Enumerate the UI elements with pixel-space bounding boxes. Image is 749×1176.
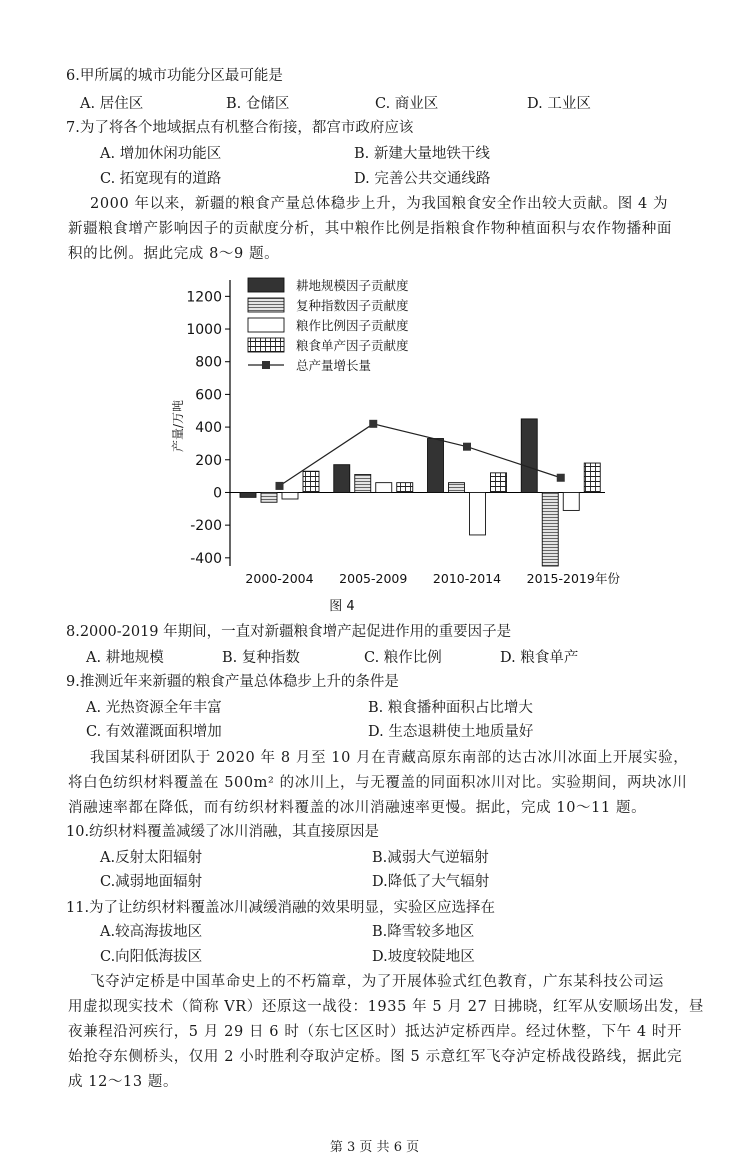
legend-label-3: 粮作比例因子贡献度: [296, 318, 409, 333]
intro-10-11-line1: 我国某科研团队于 2020 年 8 月至 10 月在青藏高原东南部的达古冰川冰面上开展实验，: [90, 750, 689, 766]
intro-10-11-line3: 消融速率都在降低，而有纺织材料覆盖的冰川消融速率更慢。据此，完成 10～11 题。: [68, 800, 647, 816]
y-tick-label: 0: [213, 485, 222, 502]
x-tick-label: 2015-2019: [526, 571, 595, 586]
legend-line-marker: [262, 361, 270, 369]
bar-liangzuo-4: [563, 492, 579, 510]
y-tick-label: 600: [195, 387, 222, 404]
intro-12-13-line2: 用虚拟现实技术（简称 VR）还原这一战役：1935 年 5 月 27 日拂晓，红军从安顺场出发，昼: [68, 999, 705, 1015]
legend-swatch-1: [248, 278, 284, 292]
intro-12-13-line3: 夜兼程沿河疾行，5 月 29 日 6 时（东七区区时）抵达泸定桥西岸。经过休整，下午 4 时开: [68, 1024, 683, 1040]
bar-gengdi-2: [334, 465, 350, 493]
bar-fuzhong-3: [449, 483, 465, 493]
q8-option-a: A. 耕地规模: [86, 650, 164, 666]
intro-8-9-line1: 2000 年以来，新疆的粮食产量总体稳步上升，为我国粮食安全作出较大贡献。图 4 为: [90, 196, 669, 212]
intro-12-13-line1: 飞夺泸定桥是中国革命史上的不朽篇章，为了开展体验式红色教育，广东某科技公司运: [90, 974, 664, 990]
total-output-point-4: [557, 474, 565, 482]
q7-option-d: D. 完善公共交通线路: [354, 171, 491, 187]
bar-gengdi-4: [521, 419, 537, 493]
legend-label-1: 耕地规模因子贡献度: [296, 278, 409, 293]
y-tick-label: -200: [190, 518, 222, 535]
bar-danchan-1: [303, 471, 319, 492]
intro-10-11-line2: 将白色纺织材料覆盖在 500m² 的冰川上，与无覆盖的同面积冰川对比。实验期间，两块冰川: [68, 775, 688, 791]
y-tick-label: 200: [195, 452, 222, 469]
bar-liangzuo-2: [376, 483, 392, 493]
intro-8-9-line2: 新疆粮食增产影响因子的贡献度分析，其中粮作比例是指粮食作物种植面积与农作物播种面: [68, 221, 672, 237]
q6-option-b: B. 仓储区: [226, 96, 290, 112]
x-axis-label: 年份: [595, 571, 621, 586]
q10-option-b: B.减弱大气逆辐射: [372, 850, 489, 866]
x-tick-label: 2010-2014: [432, 571, 502, 586]
x-tick-label: 2000-2004: [245, 571, 314, 586]
legend-label-2: 复种指数因子贡献度: [296, 298, 409, 313]
intro-12-13-line4: 始抢夺东侧桥头，仅用 2 小时胜利夺取泸定桥。图 5 示意红军飞夺泸定桥战役路线，据此完: [68, 1049, 683, 1065]
q7-option-c: C. 拓宽现有的道路: [100, 171, 222, 187]
y-tick-label: -400: [190, 550, 222, 567]
q8-option-c: C. 粮作比例: [364, 650, 442, 666]
q10-option-a: A.反射太阳辐射: [100, 850, 203, 866]
bar-fuzhong-1: [261, 492, 277, 502]
bar-liangzuo-3: [470, 492, 486, 534]
bar-danchan-3: [491, 473, 507, 493]
y-tick-label: 400: [195, 420, 222, 437]
bar-gengdi-1: [240, 492, 256, 497]
q6-stem: 6.甲所属的城市功能分区最可能是: [66, 68, 283, 84]
q8-stem: 8.2000-2019 年期间，一直对新疆粮食增产起促进作用的重要因子是: [66, 624, 512, 640]
y-tick-label: 1200: [186, 289, 222, 306]
q9-option-a: A. 光热资源全年丰富: [86, 700, 222, 716]
q10-option-c: C.减弱地面辐射: [100, 874, 203, 890]
q6-option-d: D. 工业区: [527, 96, 591, 112]
q8-option-b: B. 复种指数: [222, 650, 300, 666]
legend-label-4: 粮食单产因子贡献度: [296, 338, 409, 353]
q7-option-b: B. 新建大量地铁干线: [354, 146, 490, 162]
q11-option-c: C.向阳低海拔区: [100, 949, 203, 965]
intro-8-9-line3: 积的比例。据此完成 8～9 题。: [68, 246, 280, 262]
y-tick-label: 800: [195, 354, 222, 371]
bar-liangzuo-1: [282, 492, 298, 499]
figure-4-chart: [160, 276, 630, 616]
page-number: 第 3 页 共 6 页: [329, 1140, 420, 1155]
q11-option-d: D.坡度较陡地区: [372, 949, 475, 965]
legend-swatch-3: [248, 318, 284, 332]
bar-danchan-2: [397, 483, 413, 493]
intro-12-13-line5: 成 12～13 题。: [68, 1074, 179, 1090]
legend-swatch-2: [248, 298, 284, 312]
q7-option-a: A. 增加休闲功能区: [100, 146, 222, 162]
q9-option-b: B. 粮食播种面积占比增大: [368, 700, 533, 716]
bar-fuzhong-2: [355, 474, 371, 492]
q8-option-d: D. 粮食单产: [500, 650, 579, 666]
q7-stem: 7.为了将各个地域据点有机整合衔接，都宫市政府应该: [66, 120, 414, 136]
q11-option-a: A.较高海拔地区: [100, 924, 203, 940]
q10-option-d: D.降低了大气辐射: [372, 874, 490, 890]
total-output-point-1: [276, 482, 284, 490]
q6-option-a: A. 居住区: [80, 96, 144, 112]
y-axis-label: 产量/万吨: [171, 399, 185, 453]
q9-option-c: C. 有效灌溉面积增加: [86, 724, 222, 740]
bar-gengdi-3: [428, 439, 444, 493]
legend-label-line: 总产量增长量: [296, 358, 372, 373]
q6-option-c: C. 商业区: [375, 96, 439, 112]
q11-option-b: B.降雪较多地区: [372, 924, 475, 940]
y-tick-label: 1000: [186, 322, 222, 339]
total-output-line: [280, 424, 561, 486]
bar-danchan-4: [584, 463, 600, 492]
x-tick-label: 2005-2009: [339, 571, 408, 586]
q11-stem: 11.为了让纺织材料覆盖冰川减缓消融的效果明显，实验区应选择在: [66, 900, 496, 916]
figure-caption: 图 4: [329, 599, 355, 614]
q9-stem: 9.推测近年来新疆的粮食产量总体稳步上升的条件是: [66, 674, 399, 690]
total-output-point-3: [463, 443, 471, 451]
q10-stem: 10.纺织材料覆盖减缓了冰川消融，其直接原因是: [66, 824, 380, 840]
total-output-point-2: [369, 420, 377, 428]
bar-fuzhong-4: [542, 492, 558, 566]
q9-option-d: D. 生态退耕使土地质量好: [368, 724, 534, 740]
legend-swatch-4: [248, 338, 284, 352]
